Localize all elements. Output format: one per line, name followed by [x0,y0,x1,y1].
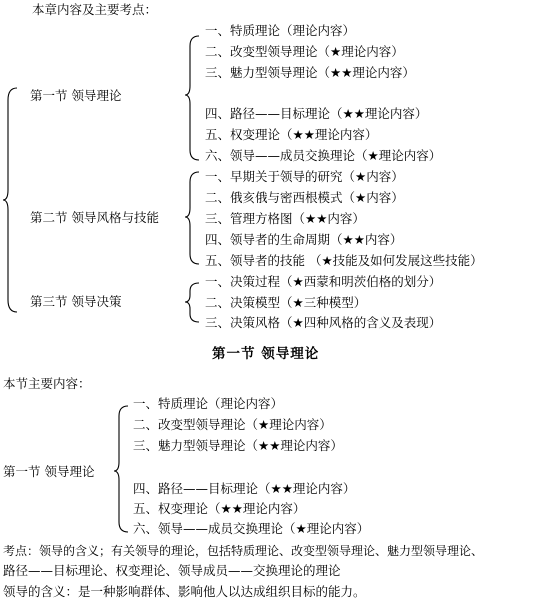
outline-heading: 本章内容及主要考点： [32,2,158,17]
outline-s1-item-6: 六、领导——成员交换理论（★理论内容） [205,148,442,163]
outline-s2-item-1: 一、早期关于领导的研究（★内容） [205,169,404,184]
outline-s3-item-2: 二、决策模型（★三种模型） [205,295,367,310]
section1-label: 第一节 领导理论 [3,464,95,479]
outline-s1-item-2: 二、改变型领导理论（★理论内容） [205,44,404,59]
section1-item-1: 一、特质理论（理论内容） [133,396,284,411]
definition-line: 领导的含义：是一种影响群体、影响他人以达成组织目标的能力。 [3,584,366,599]
section1-item-4: 四、路径——目标理论（★★理论内容） [133,481,356,496]
keypoints-line-2: 路径——目标理论、权变理论、领导成员——交换理论的理论 [3,563,341,578]
outline-s2-item-2: 二、俄亥俄与密西根模式（★内容） [205,190,404,205]
outline-section-2-label: 第二节 领导风格与技能 [30,210,159,225]
section-title: 第一节 领导理论 [212,346,320,362]
section1-item-6: 六、领导——成员交换理论（★理论内容） [133,521,370,536]
outline-s2-item-4: 四、领导者的生命周期（★★内容） [205,232,403,247]
outline-s1-item-1: 一、特质理论（理论内容） [205,23,356,38]
outline-s3-item-3: 三、决策风格（★四种风格的含义及表现） [205,315,442,330]
outline-s1-item-3: 三、魅力型领导理论（★★理论内容） [205,65,415,80]
outline-s1-item-5: 五、权变理论（★★理论内容） [205,127,378,142]
section-intro: 本节主要内容： [3,376,91,391]
outline-section-3-label: 第三节 领导决策 [30,294,122,309]
keypoints-line-1: 考点：领导的含义；有关领导的理论，包括特质理论、改变型领导理论、魅力型领导理论、 [3,544,484,558]
outline-s3-item-1: 一、决策过程（★西蒙和明茨伯格的划分） [205,274,442,289]
outline-s2-item-5: 五、领导者的技能 （★技能及如何发展这些技能） [205,253,483,268]
section1-item-3: 三、魅力型领导理论（★★理论内容） [133,438,343,453]
outline-s2-item-3: 三、管理方格图（★★内容） [205,211,365,226]
outline-s1-item-4: 四、路径——目标理论（★★理论内容） [205,106,428,121]
section1-item-2: 二、改变型领导理论（★理论内容） [133,417,332,432]
section1-item-5: 五、权变理论（★★理论内容） [133,501,306,516]
outline-section-1-label: 第一节 领导理论 [30,88,122,103]
